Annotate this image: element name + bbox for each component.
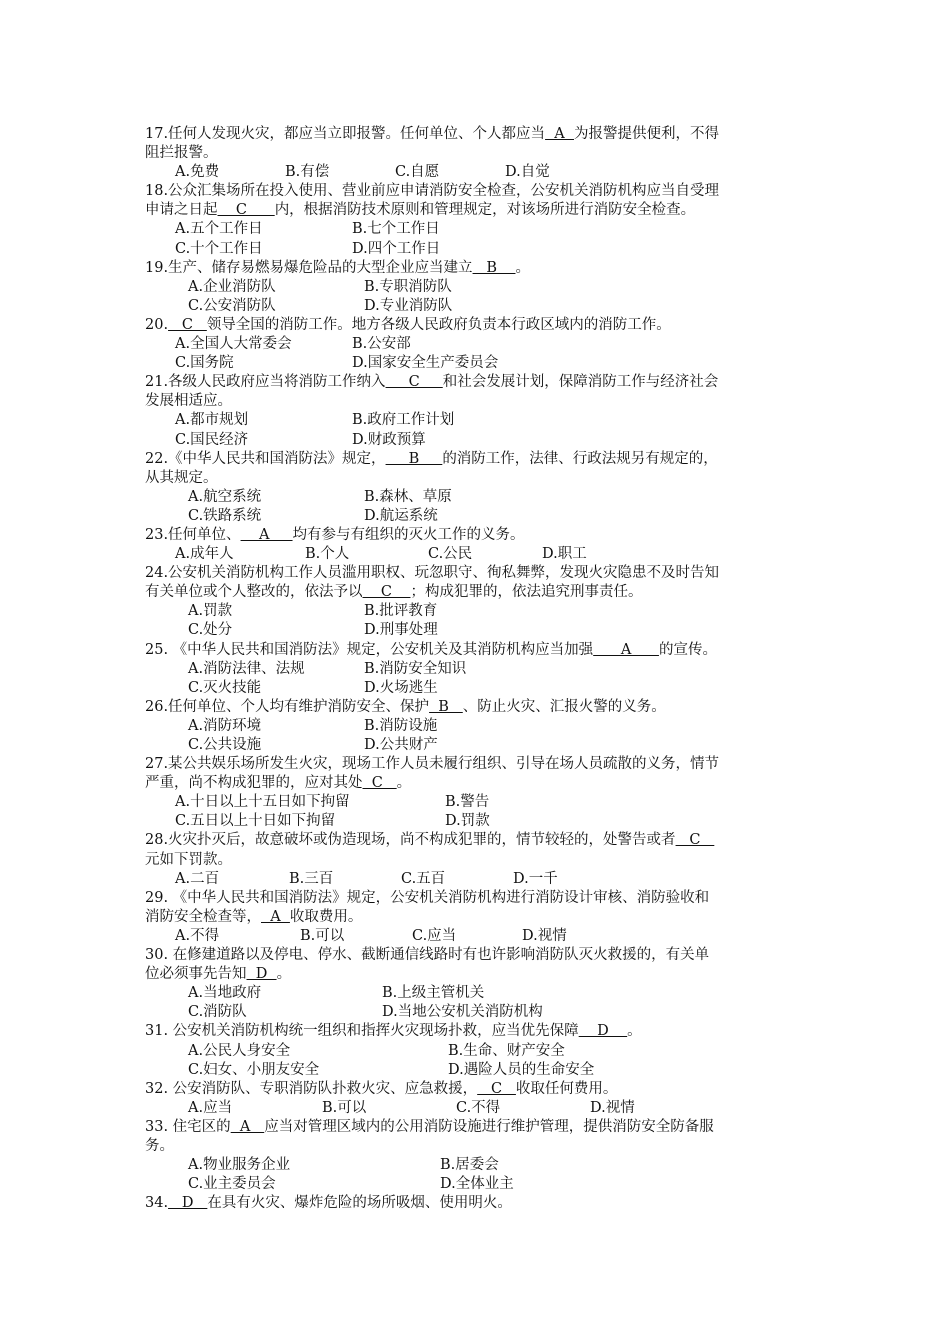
- answer-option: D.自觉: [505, 164, 550, 181]
- answer-option: A.不得: [175, 927, 220, 944]
- answer-option: D.遇险人员的生命安全: [448, 1061, 595, 1078]
- answer-option: A.罚款: [188, 603, 233, 620]
- options-row: [145, 602, 825, 621]
- options-row: [145, 1156, 825, 1175]
- answer-option: A.物业服务企业: [188, 1157, 291, 1174]
- question-line: [145, 182, 825, 201]
- question-text: 阻拦报警。: [145, 145, 218, 162]
- question-line: [145, 259, 825, 278]
- options-row: [145, 488, 825, 507]
- answer-option: A.企业消防队: [188, 278, 276, 295]
- question-line: [145, 201, 825, 220]
- question-text: 。: [276, 966, 292, 983]
- question-line: [145, 698, 825, 717]
- answer-option: B.个人: [305, 546, 350, 563]
- question-text: ；构成犯罪的，依法追究刑事责任。: [410, 584, 643, 601]
- answer-option: A.公民人身安全: [188, 1042, 291, 1059]
- question-line: [145, 450, 825, 469]
- answer-blank: C: [362, 584, 411, 601]
- question-text: 25. 《中华人民共和国消防法》规定，公安机关及其消防机构应当加强: [145, 641, 594, 658]
- question-line: [145, 774, 825, 793]
- answer-option: B.专职消防队: [364, 278, 452, 295]
- answer-blank: A: [261, 908, 290, 925]
- answer-option: B.消防安全知识: [364, 660, 467, 677]
- answer-option: D.视情: [590, 1099, 635, 1116]
- options-row: [145, 411, 825, 430]
- options-row: [145, 812, 825, 831]
- answer-option: D.罚款: [445, 813, 490, 830]
- answer-blank: D: [578, 1023, 628, 1040]
- answer-option: C.五百: [401, 870, 446, 887]
- question-line: [145, 125, 825, 144]
- question-line: [145, 526, 825, 545]
- question-text: 34.: [145, 1195, 169, 1212]
- question-line: [145, 469, 825, 488]
- options-row: [145, 163, 825, 182]
- answer-option: B.公安部: [352, 336, 411, 353]
- question-text: 严重，尚不构成犯罪的，应对其处: [145, 775, 363, 792]
- question-text: 、防止火灾、汇报火警的义务。: [462, 698, 666, 715]
- answer-option: C.铁路系统: [188, 507, 262, 524]
- question-text: 元如下罚款。: [145, 851, 232, 868]
- question-text: 有关单位或个人整改的，依法予以: [145, 584, 363, 601]
- question-text: 17.任何人发现火灾，都应当立即报警。任何单位、个人都应当: [145, 126, 546, 142]
- question-line: [145, 1137, 825, 1156]
- question-text: 32. 公安消防队、专职消防队扑救火灾、应急救援，: [145, 1080, 478, 1097]
- question-text: 20.: [145, 316, 169, 333]
- question-text: 领导全国的消防工作。地方各级人民政府负责本行政区域内的消防工作。: [206, 316, 671, 333]
- answer-blank: A: [240, 526, 293, 543]
- answer-option: C.消防队: [188, 1004, 247, 1021]
- options-row: [145, 1061, 825, 1080]
- options-row: [145, 660, 825, 679]
- answer-option: A.消防法律、法规: [188, 660, 305, 677]
- question-line: [145, 946, 825, 965]
- question-text: 申请之日起: [145, 202, 218, 219]
- question-text: 18.公众汇集场所在投入使用、营业前应申请消防安全检查，公安机关消防机构应当自受理: [145, 183, 720, 200]
- answer-option: D.视情: [522, 927, 567, 944]
- answer-option: C.五日以上十日如下拘留: [175, 813, 336, 830]
- answer-option: B.批评教育: [364, 603, 438, 620]
- options-row: [145, 1099, 825, 1118]
- question-text: 24.公安机关消防机构工作人员滥用职权、玩忽职守、徇私舞弊，发现火灾隐患不及时告知: [145, 565, 720, 582]
- question-text: 31. 公安机关消防机构统一组织和指挥火灾现场扑救，应当优先保障: [145, 1023, 579, 1040]
- answer-option: A.免费: [175, 164, 220, 181]
- question-line: [145, 965, 825, 984]
- answer-blank: D: [168, 1195, 208, 1212]
- answer-option: A.消防环境: [188, 717, 262, 734]
- question-text: 27.某公共娱乐场所发生火灾，现场工作人员未履行组织、引导在场人员疏散的义务，情节: [145, 756, 720, 773]
- answer-blank: A: [593, 641, 659, 658]
- answer-option: D.专业消防队: [364, 297, 453, 314]
- question-line: [145, 564, 825, 583]
- options-row: [145, 736, 825, 755]
- answer-option: C.公安消防队: [188, 297, 276, 314]
- options-row: [145, 793, 825, 812]
- question-text: 应当对管理区域内的公用消防设施进行维护管理，提供消防安全防备服: [264, 1118, 714, 1135]
- question-text: 23.任何单位、: [145, 526, 241, 543]
- question-text: 务。: [145, 1137, 174, 1154]
- answer-option: C.自愿: [395, 164, 440, 181]
- answer-option: D.火场逃生: [364, 679, 438, 696]
- answer-option: C.处分: [188, 622, 233, 639]
- answer-blank: A: [230, 1118, 265, 1135]
- options-row: [145, 297, 825, 316]
- answer-option: C.业主委员会: [188, 1176, 276, 1193]
- question-text: 。: [627, 1023, 642, 1040]
- question-text: 的宣传。: [658, 641, 717, 658]
- question-line: [145, 392, 825, 411]
- answer-option: A.都市规划: [175, 412, 249, 429]
- question-line: [145, 144, 825, 163]
- question-text: 消防安全检查等，: [145, 908, 261, 925]
- answer-option: B.有偿: [285, 164, 330, 181]
- answer-option: C.国民经济: [175, 431, 249, 448]
- answer-option: C.妇女、小朋友安全: [188, 1061, 320, 1078]
- answer-option: B.警告: [445, 794, 490, 811]
- answer-option: A.应当: [188, 1099, 233, 1116]
- options-row: [145, 984, 825, 1003]
- question-text: 和社会发展计划，保障消防工作与经济社会: [442, 374, 719, 391]
- question-text: 22.《中华人民共和国消防法》规定，: [145, 450, 386, 467]
- answer-blank: C: [477, 1080, 516, 1097]
- options-row: [145, 717, 825, 736]
- question-text: 均有参与有组织的灭火工作的义务。: [292, 526, 525, 543]
- answer-option: C.国务院: [175, 355, 234, 372]
- question-text: 的消防工作，法律、行政法规另有规定的，: [442, 450, 718, 467]
- question-line: [145, 641, 825, 660]
- options-row: [145, 545, 825, 564]
- question-line: [145, 1080, 825, 1099]
- answer-option: D.职工: [542, 546, 587, 563]
- question-text: 为报警提供便利，不得: [573, 126, 719, 142]
- question-text: 29. 《中华人民共和国消防法》规定，公安机关消防机构进行消防设计审核、消防验收和: [145, 889, 710, 906]
- question-line: [145, 373, 825, 392]
- answer-option: D.全体业主: [440, 1176, 514, 1193]
- question-text: 收取任何费用。: [515, 1080, 618, 1097]
- options-row: [145, 354, 825, 373]
- answer-option: D.财政预算: [352, 431, 426, 448]
- answer-option: B.七个工作日: [352, 221, 440, 238]
- answer-option: B.三百: [289, 870, 334, 887]
- answer-option: C.应当: [412, 927, 457, 944]
- answer-option: D.一千: [513, 870, 558, 887]
- answer-option: B.森林、草原: [364, 488, 452, 505]
- options-row: [145, 507, 825, 526]
- answer-option: A.当地政府: [188, 985, 262, 1002]
- answer-option: D.公共财产: [364, 737, 438, 753]
- answer-option: C.灭火技能: [188, 679, 262, 696]
- question-text: 。: [396, 775, 412, 792]
- question-text: 位必须事先告知: [145, 966, 247, 983]
- question-text: 21.各级人民政府应当将消防工作纳入: [145, 374, 386, 391]
- options-row: [145, 220, 825, 239]
- question-text: 19.生产、储存易燃易爆危险品的大型企业应当建立: [145, 259, 473, 276]
- answer-option: A.全国人大常委会: [175, 336, 292, 353]
- answer-option: A.二百: [175, 870, 220, 887]
- answer-option: D.国家安全生产委员会: [352, 355, 499, 372]
- answer-blank: C: [168, 316, 207, 333]
- options-row: [145, 1003, 825, 1022]
- answer-option: A.航空系统: [188, 488, 262, 505]
- question-line: [145, 755, 825, 774]
- question-text: 在具有火灾、爆炸危险的场所吸烟、使用明火。: [207, 1195, 512, 1212]
- options-row: [145, 278, 825, 297]
- question-line: [145, 831, 825, 850]
- answer-blank: C: [217, 202, 275, 219]
- answer-blank: B: [385, 450, 443, 467]
- document-page: [145, 125, 825, 1213]
- options-row: [145, 621, 825, 640]
- answer-option: C.公民: [428, 546, 473, 563]
- options-row: [145, 335, 825, 354]
- answer-option: A.十日以上十五日如下拘留: [175, 794, 350, 811]
- answer-option: B.可以: [300, 927, 345, 944]
- options-row: [145, 431, 825, 450]
- options-row: [145, 1175, 825, 1194]
- options-row: [145, 679, 825, 698]
- answer-option: D.航运系统: [364, 507, 438, 524]
- answer-option: B.消防设施: [364, 717, 438, 734]
- answer-blank: A: [545, 126, 574, 142]
- question-text: 。: [515, 259, 530, 276]
- answer-blank: C: [675, 832, 715, 849]
- question-text: 33. 住宅区的: [145, 1118, 231, 1135]
- answer-option: C.公共设施: [188, 737, 262, 753]
- answer-option: B.生命、财产安全: [448, 1042, 565, 1059]
- answer-option: B.可以: [322, 1099, 367, 1116]
- question-line: [145, 1194, 825, 1213]
- options-row: [145, 870, 825, 889]
- answer-option: D.刑事处理: [364, 622, 438, 639]
- answer-blank: B: [429, 698, 463, 715]
- question-text: 30. 在修建道路以及停电、停水、截断通信线路时有也许影响消防队灭火救援的，有关单: [145, 947, 710, 964]
- question-text: 发展相适应。: [145, 393, 232, 410]
- question-text: 内，根据消防技术原则和管理规定，对该场所进行消防安全检查。: [274, 202, 696, 219]
- question-text: 从其规定。: [145, 469, 218, 486]
- question-line: [145, 1118, 825, 1137]
- answer-option: B.上级主管机关: [382, 985, 485, 1002]
- question-line: [145, 908, 825, 927]
- answer-option: A.五个工作日: [175, 221, 263, 238]
- options-row: [145, 240, 825, 259]
- question-line: [145, 851, 825, 870]
- answer-option: A.成年人: [175, 546, 234, 563]
- question-line: [145, 316, 825, 335]
- question-line: [145, 889, 825, 908]
- answer-blank: D: [246, 966, 277, 983]
- answer-option: B.居委会: [440, 1157, 499, 1174]
- answer-option: B.政府工作计划: [352, 412, 455, 429]
- answer-blank: B: [472, 259, 516, 276]
- answer-blank: C: [362, 775, 397, 792]
- question-line: [145, 583, 825, 602]
- options-row: [145, 927, 825, 946]
- question-text: 28.火灾扑灭后，故意破坏或伪造现场，尚不构成犯罪的，情节较轻的，处警告或者: [145, 832, 676, 849]
- question-text: 26.任何单位、个人均有维护消防安全、保护: [145, 698, 430, 715]
- answer-option: C.不得: [456, 1099, 501, 1116]
- answer-blank: C: [385, 374, 443, 391]
- question-line: [145, 1022, 825, 1041]
- answer-option: D.四个工作日: [352, 240, 441, 257]
- question-text: 收取费用。: [289, 908, 363, 925]
- answer-option: C.十个工作日: [175, 240, 263, 257]
- answer-option: D.当地公安机关消防机构: [382, 1004, 543, 1021]
- options-row: [145, 1042, 825, 1061]
